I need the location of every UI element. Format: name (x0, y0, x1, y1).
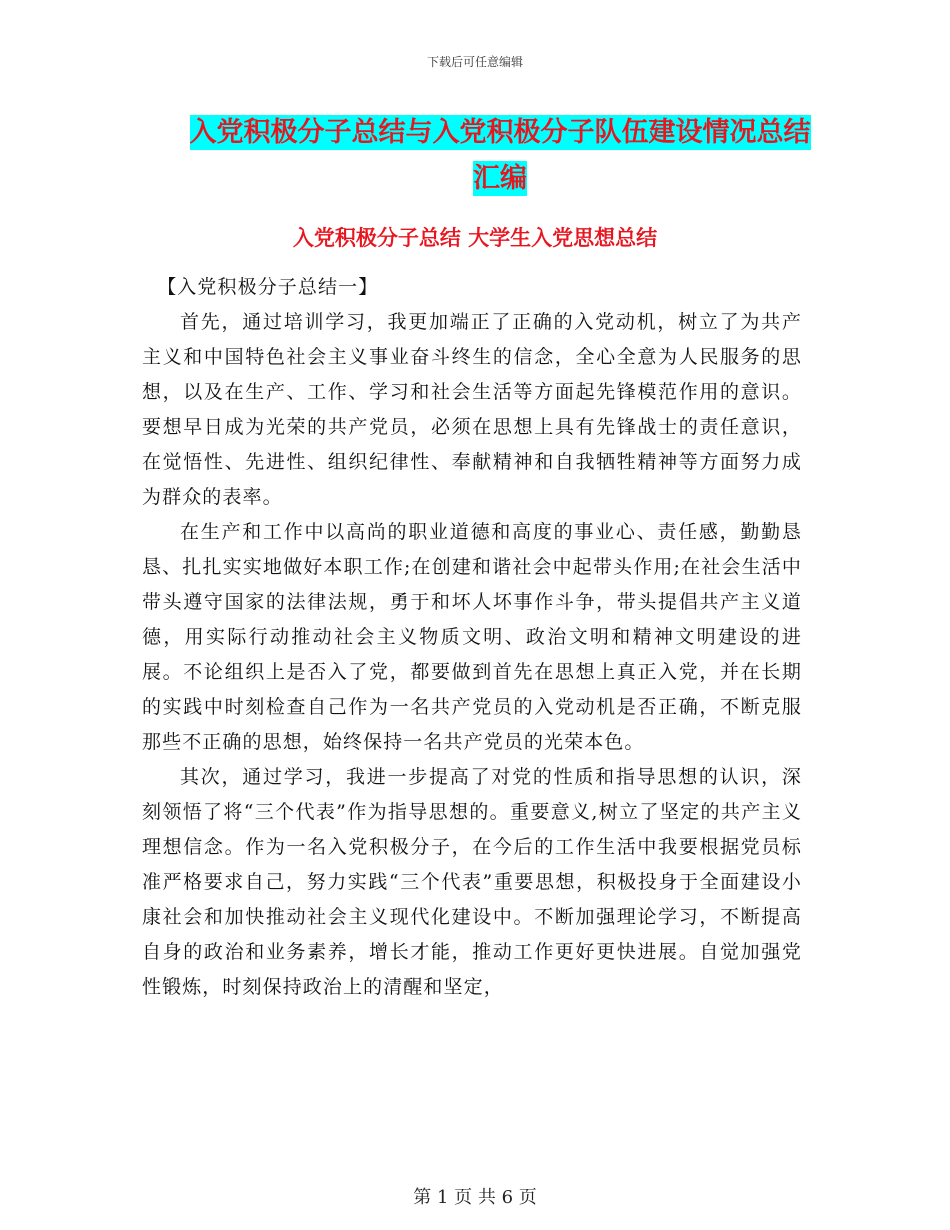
page-header-note: 下载后可任意编辑 (426, 55, 523, 69)
page-number-footer: 第 1 页 共 6 页 (413, 1187, 537, 1208)
document-title-line-2: 汇编 (473, 163, 527, 194)
document-body (142, 270, 802, 1005)
document-title-line-1: 入党积极分子总结与入党积极分子队伍建设情况总结 (189, 117, 811, 148)
document-title (140, 110, 860, 202)
document-subtitle: 入党积极分子总结 大学生入党思想总结 (292, 226, 658, 250)
body-paragraph-1: 首先，通过培训学习，我更加端正了正确的入党动机，树立了为共产主义和中国特色社会主义事业奋斗终生的信念，全心全意为人民服务的思想，以及在生产、工作、学习和社会生活等方面起先锋模范作用的意识。要想早日成为光荣的共产党员，必须在思想上具有先锋战士的责任意识，在觉悟性、先进性、组织纪律性、奉献精神和自我牺牲精神等方面努力成为群众的表率。 (142, 311, 802, 508)
body-paragraph-3: 其次，通过学习，我进一步提高了对党的性质和指导思想的认识，深刻领悟了将“三个代表”作为指导思想的。重要意义,树立了坚定的共产主义理想信念。作为一名入党积极分子，在今后的工作生活中我要根据党员标准严格要求自己，努力实践“三个代表”重要思想，积极投身于全面建设小康社会和加快推动社会主义现代化建设中。不断加强理论学习，不断提高自身的政治和业务素养，增长才能，推动工作更好更快进展。自觉加强党性锻炼，时刻保持政治上的清醒和坚定， (142, 766, 802, 998)
body-paragraph-2: 在生产和工作中以高尚的职业道德和高度的事业心、责任感，勤勤恳恳、扎扎实实地做好本职工作;在创建和谐社会中起带头作用;在社会生活中带头遵守国家的法律法规，勇于和坏人坏事作斗争，带头提倡共产主义道德，用实际行动推动社会主义物质文明、政治文明和精神文明建设的进展。不论组织上是否入了党，都要做到首先在思想上真正入党，并在长期的实践中时刻检查自己作为一名共产党员的入党动机是否正确，不断克服那些不正确的思想，始终保持一名共产党员的光荣本色。 (142, 521, 802, 753)
section-heading: 【入党积极分子总结一】 (157, 276, 379, 298)
